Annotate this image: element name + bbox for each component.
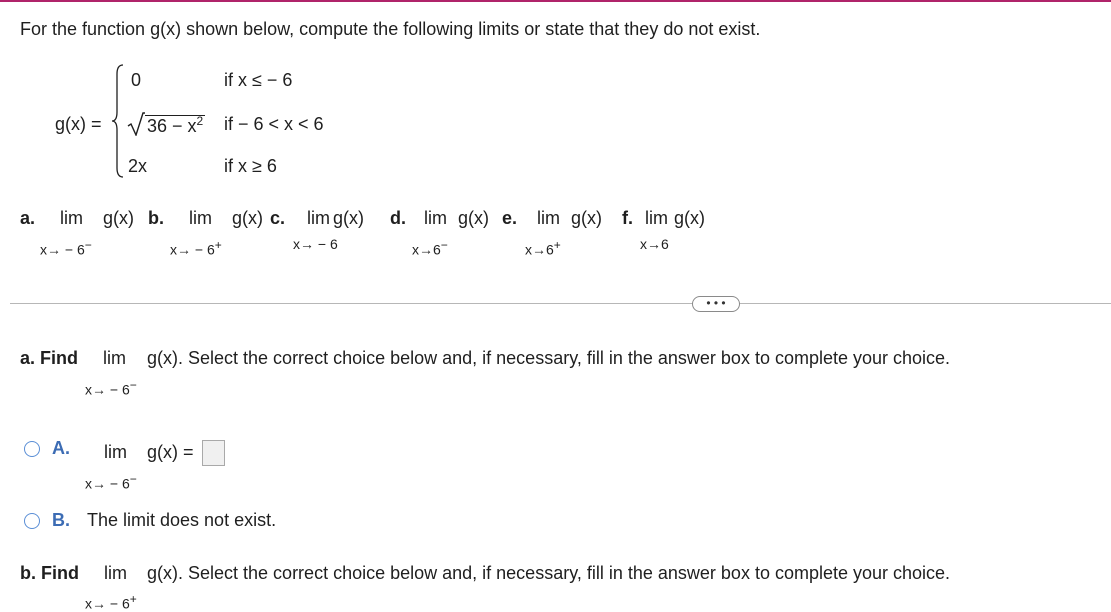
case-3-expr: 2x — [128, 156, 148, 176]
part-e-approach: x→6+ — [525, 238, 561, 258]
case-2-expr — [127, 114, 205, 137]
choice-b-label[interactable]: B. — [52, 510, 70, 530]
part-a-label: a. — [20, 208, 36, 228]
part-b-label: b. — [148, 208, 164, 228]
part-a-lim: lim — [60, 208, 83, 228]
choice-a-label[interactable]: A. — [52, 438, 70, 458]
part-b-find-prompt: g(x). Select the correct choice below and, if necessary, fill in the answer box to complete your choice. — [147, 563, 951, 583]
case-3-condition: if x ≥ 6 — [224, 156, 277, 176]
part-a-fn: g(x) — [103, 208, 134, 228]
question-text: For the function g(x) shown below, compute the following limits or state that they do not exist. — [20, 19, 761, 39]
part-a-find-prompt: g(x). Select the correct choice below and, if necessary, fill in the answer box to complete your choice. — [147, 348, 951, 368]
part-f-approach: x→6 — [640, 236, 669, 252]
part-c-fn: g(x) — [333, 208, 364, 228]
part-b-find-label: b. Find — [20, 563, 79, 583]
exponent: 2 — [196, 114, 204, 128]
expand-more-button[interactable]: • • • — [692, 296, 740, 312]
part-c-label: c. — [270, 208, 286, 228]
part-b-fn: g(x) — [232, 208, 263, 228]
part-f-fn: g(x) — [674, 208, 705, 228]
part-c-approach: x→ − 6 — [293, 236, 338, 252]
choice-a-fn: g(x) = — [147, 442, 194, 462]
left-brace-icon — [112, 64, 124, 178]
part-d-label: d. — [390, 208, 406, 228]
part-e-fn: g(x) — [571, 208, 602, 228]
radical-icon — [127, 112, 145, 136]
part-a-find-label: a. Find — [20, 348, 78, 368]
section-divider — [10, 303, 1111, 304]
choice-b-text[interactable]: The limit does not exist. — [87, 510, 277, 530]
case-1-expr: 0 — [131, 70, 142, 90]
part-c-lim: lim — [307, 208, 330, 228]
top-accent-line — [0, 0, 1111, 2]
part-e-label: e. — [502, 208, 518, 228]
part-f-lim: lim — [645, 208, 668, 228]
choice-b-radio[interactable] — [24, 513, 40, 529]
square-root — [127, 114, 205, 137]
part-d-fn: g(x) — [458, 208, 489, 228]
part-d-approach: x→6− — [412, 238, 448, 258]
part-a-find-lim: lim — [103, 348, 126, 368]
part-a-find-approach: x→ − 6− — [85, 378, 137, 398]
choice-a-lim: lim — [104, 442, 127, 462]
case-1-condition: if x ≤ − 6 — [224, 70, 293, 90]
answer-input-box[interactable] — [202, 440, 225, 466]
part-b-lim: lim — [189, 208, 212, 228]
function-lhs: g(x) = — [55, 114, 102, 134]
part-b-find-approach: x→ − 6+ — [85, 592, 137, 612]
part-a-approach: x→ − 6− — [40, 238, 92, 258]
case-2-condition: if − 6 < x < 6 — [224, 114, 324, 134]
choice-a-radio[interactable] — [24, 441, 40, 457]
radicand: 36 − x — [147, 116, 197, 136]
part-b-approach: x→ − 6+ — [170, 238, 222, 258]
part-e-lim: lim — [537, 208, 560, 228]
part-d-lim: lim — [424, 208, 447, 228]
part-b-find-lim: lim — [104, 563, 127, 583]
choice-a-approach: x→ − 6− — [85, 472, 137, 492]
part-f-label: f. — [622, 208, 633, 228]
